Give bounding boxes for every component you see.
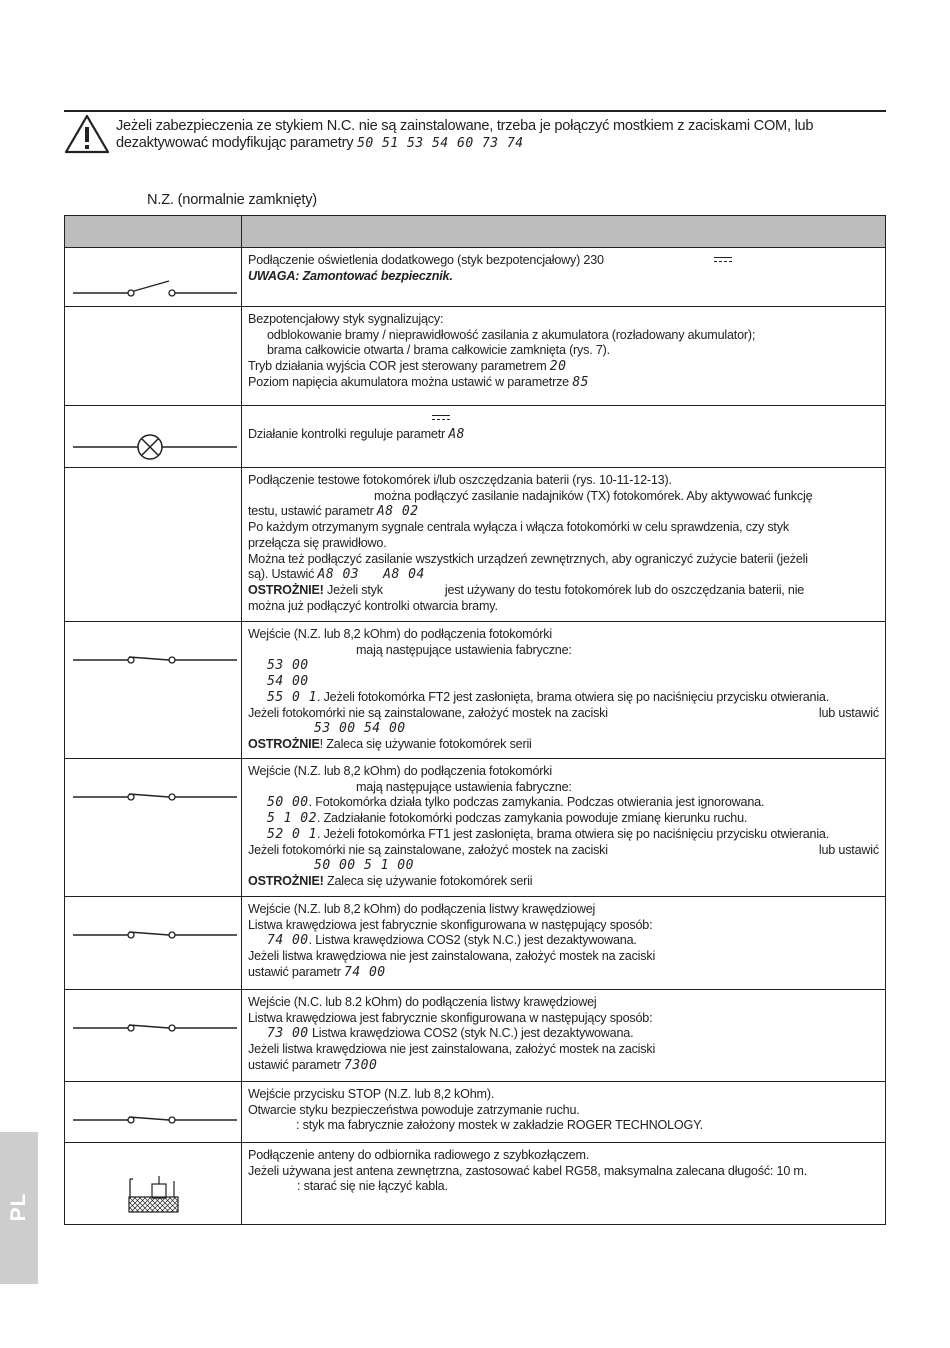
table-row bbox=[65, 468, 886, 622]
r3-param-2: A8 bbox=[448, 426, 465, 442]
warning-text bbox=[116, 118, 888, 152]
table-header-row bbox=[65, 216, 886, 248]
r4-line-3: testu, ustawić parametr bbox=[248, 504, 374, 519]
r10-line-3: : starać się nie łączyć kabla. bbox=[297, 1179, 448, 1194]
r9-line-1: Wejście przycisku STOP (N.Z. lub 8,2 kOhm). bbox=[248, 1087, 495, 1101]
r5-line-8: ! Zaleca się używanie fotokomórek serii bbox=[319, 736, 532, 751]
table-row bbox=[65, 897, 886, 990]
r5-param-4: 54 00 bbox=[267, 674, 309, 690]
description-cell bbox=[242, 897, 886, 990]
r3-line-2: Działanie kontrolki reguluje parametr bbox=[248, 426, 445, 441]
r8-line-4: Jeżeli listwa krawędziowa nie jest zainstalowana, założyć mostek na zaciski bbox=[248, 1042, 656, 1057]
symbol-cell bbox=[65, 406, 242, 468]
r1-line-1: Podłączenie oświetlenia dodatkowego (styk bezpotencjałowy) 230 bbox=[248, 253, 604, 267]
r2-line-2: odblokowanie bramy / nieprawidłowość zasilania z akumulatora (rozładowany akumulator); bbox=[267, 327, 756, 342]
description-cell bbox=[242, 468, 886, 622]
table-row bbox=[65, 248, 886, 307]
description-cell bbox=[242, 406, 886, 468]
dc-symbol-icon bbox=[432, 415, 450, 422]
r1-line-2: UWAGA: Zamontować bezpiecznik. bbox=[248, 268, 453, 283]
nc-contact-symbol-icon bbox=[65, 897, 241, 990]
top-rule bbox=[64, 110, 886, 112]
r6-line-4: . Zadziałanie fotokomórki podczas zamykania powoduje zmianę kierunku ruchu. bbox=[316, 811, 748, 826]
symbol-cell bbox=[65, 1143, 242, 1225]
r7-line-5: ustawić parametr bbox=[248, 964, 341, 979]
r2-line-4: Tryb działania wyjścia COR jest sterowany parametrem bbox=[248, 359, 547, 374]
r8-line-5: ustawić parametr bbox=[248, 1057, 341, 1072]
header-cell-description bbox=[242, 216, 886, 248]
r7-param-3: 74 00 bbox=[267, 933, 309, 949]
r2-param-4: 20 bbox=[549, 359, 567, 375]
description-cell bbox=[242, 990, 886, 1082]
r10-line-2: Jeżeli używana jest antena zewnętrzna, zastosować kabel RG58, maksymalna zalecana długość: 10 m. bbox=[248, 1163, 808, 1178]
antenna-connector-icon bbox=[65, 1143, 241, 1225]
r4-param-7a: A8 03 bbox=[317, 567, 360, 583]
r6-line-2: mają następujące ustawienia fabryczne: bbox=[356, 779, 572, 794]
r6-param-4: 5 1 02 bbox=[267, 811, 317, 827]
r6-line-6r: lub ustawić bbox=[818, 842, 879, 857]
r2-param-5: 85 bbox=[572, 374, 589, 390]
r7-line-2: Listwa krawędziowa jest fabrycznie skonfigurowana w następujący sposób: bbox=[248, 917, 653, 932]
r8-line-2: Listwa krawędziowa jest fabrycznie skonfigurowana w następujący sposób: bbox=[248, 1010, 653, 1025]
table-row bbox=[65, 406, 886, 468]
warning-line-1: Jeżeli zabezpieczenia ze stykiem N.C. nie są zainstalowane, trzeba je połączyć mostkiem z zaciskami COM, lub bbox=[116, 118, 814, 134]
r7-param-5: 74 00 bbox=[344, 964, 386, 980]
table-row bbox=[65, 1143, 886, 1225]
section-label: N.Z. (normalnie zamknięty) bbox=[147, 192, 317, 208]
r7-line-1: Wejście (N.Z. lub 8,2 kOhm) do podłączenia listwy krawędziowej bbox=[248, 902, 596, 916]
symbol-cell bbox=[65, 468, 242, 622]
r4-line-7: są). Ustawić bbox=[248, 567, 315, 582]
r6-line-3: . Fotokomórka działa tylko podczas zamykania. Podczas otwierania jest ignorowana. bbox=[308, 795, 765, 810]
r6-line-8: Zaleca się używanie fotokomórek serii bbox=[326, 873, 533, 888]
r5-line-2: mają następujące ustawienia fabryczne: bbox=[356, 642, 572, 657]
r8-line-1: Wejście (N.C. lub 8.2 kOhm) do podłączenia listwy krawędziowej bbox=[248, 995, 597, 1009]
symbol-cell bbox=[65, 759, 242, 897]
r4-line-1: Podłączenie testowe fotokomórek i/lub oszczędzania baterii (rys. 10-11-12-13). bbox=[248, 473, 672, 487]
r2-line-3: brama całkowicie otwarta / brama całkowicie zamknięta (rys. 7). bbox=[267, 343, 610, 358]
r7-line-3: . Listwa krawędziowa COS2 (styk N.C.) jest dezaktywowana. bbox=[308, 933, 637, 948]
symbol-cell bbox=[65, 1082, 242, 1143]
r4-line-6: Można też podłączyć zasilanie wszystkich urządzeń zewnętrznych, aby ograniczyć zużycie baterii (jeżeli bbox=[248, 551, 808, 566]
r5-param-5: 55 0 1 bbox=[267, 689, 317, 705]
table-row bbox=[65, 759, 886, 897]
r2-line-5: Poziom napięcia akumulatora można ustawić w parametrze bbox=[248, 374, 569, 389]
nc-contact-symbol-icon bbox=[65, 759, 241, 897]
description-cell bbox=[242, 1143, 886, 1225]
warning-params: 50 51 53 54 60 73 74 bbox=[357, 136, 524, 151]
r5-param-7: 53 00 54 00 bbox=[314, 721, 406, 737]
r9-line-2: Otwarcie styku bezpieczeństwa powoduje zatrzymanie ruchu. bbox=[248, 1102, 580, 1117]
r4-param-3: A8 02 bbox=[376, 504, 419, 520]
r4-line-4: Po każdym otrzymanym sygnale centrala wyłącza i włącza fotokomórki w celu sprawdzenia, czy styk bbox=[248, 520, 789, 535]
description-cell bbox=[242, 622, 886, 759]
terminal-table bbox=[64, 215, 886, 1225]
r6-line-1: Wejście (N.Z. lub 8,2 kOhm) do podłączenia fotokomórki bbox=[248, 764, 552, 778]
symbol-cell bbox=[65, 622, 242, 759]
table-row bbox=[65, 622, 886, 759]
r6-line-5: . Jeżeli fotokomórka FT1 jest zasłonięta, brama otwiera się po naciśnięciu przycisku otwierania. bbox=[316, 826, 830, 841]
r5-line-1: Wejście (N.Z. lub 8,2 kOhm) do podłączenia fotokomórki bbox=[248, 627, 552, 641]
r5-param-3: 53 00 bbox=[267, 658, 309, 674]
warning-triangle-icon bbox=[64, 114, 110, 154]
header-cell-symbol bbox=[65, 216, 242, 248]
symbol-cell bbox=[65, 248, 242, 307]
r4-param-7b: A8 04 bbox=[383, 567, 425, 583]
r4-line-9: można już podłączyć kontrolki otwarcia bramy. bbox=[248, 598, 498, 613]
nc-contact-symbol-icon bbox=[65, 990, 241, 1082]
r2-line-1: Bezpotencjałowy styk sygnalizujący: bbox=[248, 312, 444, 326]
r8-line-3: Listwa krawędziowa COS2 (styk N.C.) jest dezaktywowana. bbox=[308, 1026, 634, 1041]
language-tab bbox=[0, 1132, 38, 1284]
symbol-cell bbox=[65, 307, 242, 406]
r10-line-1: Podłączenie anteny do odbiornika radiowego z szybkozłączem. bbox=[248, 1148, 590, 1162]
description-cell bbox=[242, 248, 886, 307]
table-row bbox=[65, 1082, 886, 1143]
description-cell bbox=[242, 1082, 886, 1143]
r4-line-8a: Jeżeli styk bbox=[326, 582, 383, 597]
r4-line-5: przełącza się prawidłowo. bbox=[248, 535, 387, 550]
r6-param-3: 50 00 bbox=[267, 795, 309, 811]
r9-line-3: : styk ma fabrycznie założony mostek w zakładzie ROGER TECHNOLOGY. bbox=[296, 1118, 703, 1133]
r5-line-6r: lub ustawić bbox=[818, 705, 879, 720]
table-row bbox=[65, 307, 886, 406]
r8-param-3: 73 00 bbox=[267, 1026, 309, 1042]
dc-symbol-icon bbox=[714, 257, 732, 264]
symbol-cell bbox=[65, 897, 242, 990]
r5-line-6: Jeżeli fotokomórki nie są zainstalowane, założyć mostek na zaciski bbox=[248, 705, 608, 720]
symbol-cell bbox=[65, 990, 242, 1082]
table-row bbox=[65, 990, 886, 1082]
lamp-symbol-icon bbox=[65, 406, 241, 468]
r7-line-4: Jeżeli listwa krawędziowa nie jest zainstalowana, założyć mostek na zaciski bbox=[248, 949, 656, 964]
r5-caution: OSTROŻNIE bbox=[248, 736, 320, 751]
r4-caution: OSTROŻNIE! bbox=[248, 582, 324, 597]
r6-line-6: Jeżeli fotokomórki nie są zainstalowane, założyć mostek na zaciski bbox=[248, 842, 608, 857]
no-contact-symbol-icon bbox=[65, 248, 241, 307]
r8-param-5: 7300 bbox=[344, 1057, 378, 1073]
description-cell bbox=[242, 307, 886, 406]
r6-param-7: 50 00 5 1 00 bbox=[314, 858, 414, 874]
language-tab-label: PL bbox=[7, 1192, 30, 1222]
nc-contact-symbol-icon bbox=[65, 622, 241, 759]
r6-param-5: 52 0 1 bbox=[267, 826, 317, 842]
description-cell bbox=[242, 759, 886, 897]
r4-line-8c: jest używany do testu fotokomórek lub do oszczędzania baterii, nie bbox=[444, 582, 805, 597]
r4-line-2: można podłączyć zasilanie nadajników (TX) fotokomórek. Aby aktywować funkcję bbox=[374, 488, 813, 503]
stop-contact-symbol-icon bbox=[65, 1082, 241, 1143]
r6-caution: OSTROŻNIE! bbox=[248, 873, 324, 888]
warning-line-2: dezaktywować modyfikując parametry bbox=[116, 135, 354, 151]
r5-line-5: . Jeżeli fotokomórka FT2 jest zasłonięta, brama otwiera się po naciśnięciu przycisku otwierania. bbox=[316, 689, 830, 704]
